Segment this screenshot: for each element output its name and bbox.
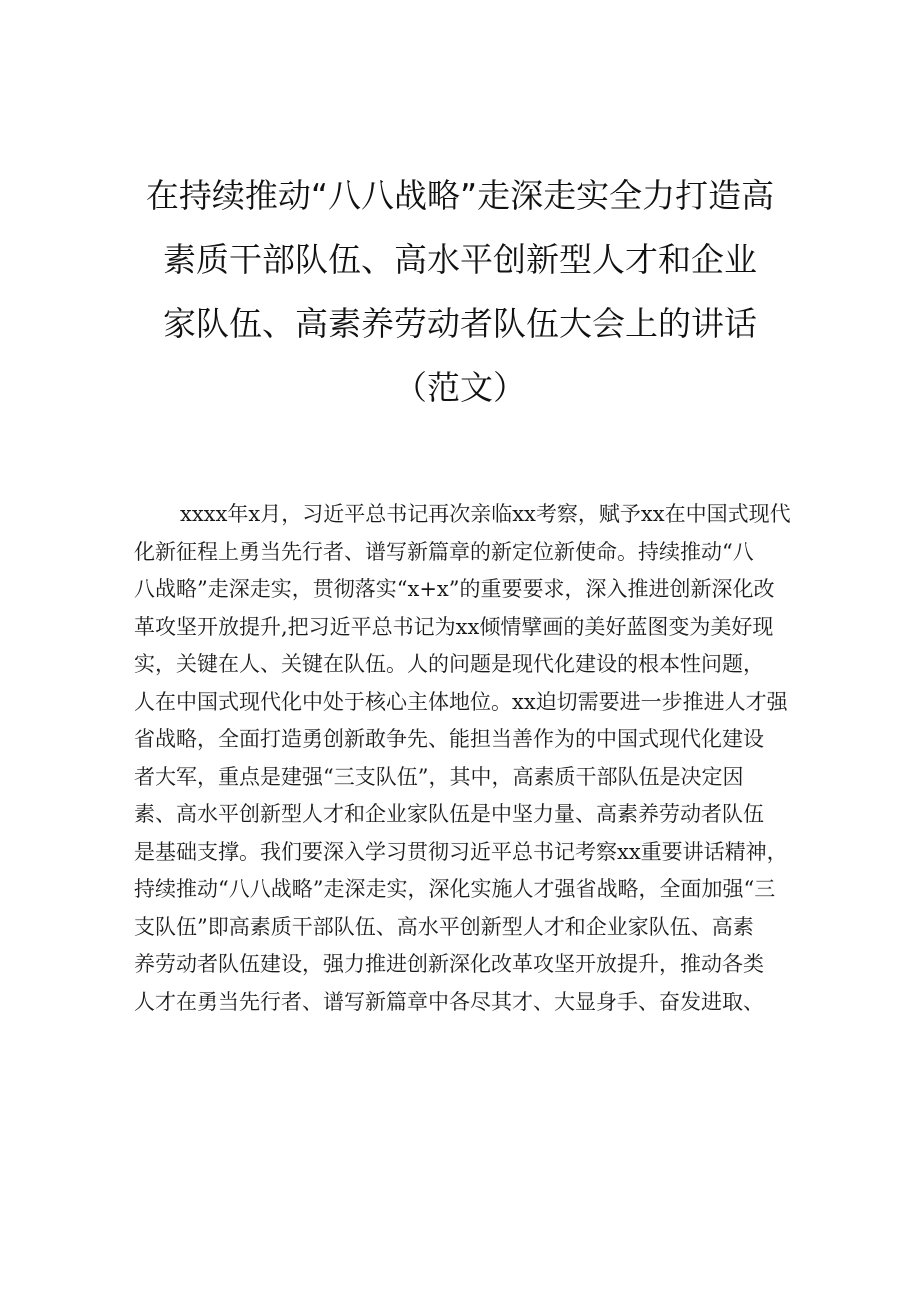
body-line: xxxx年x月，习近平总书记再次亲临xx考察，赋予xx在中国式现代 [180, 502, 791, 526]
title-line: 在持续推动“八八战略”走深走实全力打造高 [145, 176, 775, 215]
body-line: 支队伍”即高素质干部队伍、高水平创新型人才和企业家队伍、高素 [134, 914, 754, 939]
body-line: 者大军，重点是建强“三支队伍”，其中，高素质干部队伍是决定因 [134, 764, 744, 789]
body-line: 实，关键在人、关键在队伍。人的问题是现代化建设的根本性问题， [134, 652, 764, 676]
title-line: 素质干部队伍、高水平创新型人才和企业 [163, 240, 757, 279]
body-line: 养劳动者队伍建设，强力推进创新深化改革攻坚开放提升，推动各类 [134, 952, 764, 976]
document-title [110, 164, 810, 420]
title-line: 家队伍、高素养劳动者队伍大会上的讲话 [163, 304, 757, 343]
body-line: 持续推动“八八战略”走深走实，深化实施人才强省战略，全面加强“三 [134, 877, 776, 901]
body-paragraph [134, 496, 792, 1021]
body-line: 是基础支撑。我们要深入学习贯彻习近平总书记考察xx重要讲话精神， [134, 839, 788, 864]
body-line: 素、高水平创新型人才和企业家队伍是中坚力量、高素养劳动者队伍 [134, 802, 764, 826]
body-line: 革攻坚开放提升,把习近平总书记为xx倾情擘画的美好蓝图变为美好现 [134, 614, 774, 639]
body-line: 八战略”走深走实，贯彻落实“x+x”的重要要求，深入推进创新深化改 [134, 577, 775, 601]
body-line: 省战略，全面打造勇创新敢争先、能担当善作为的中国式现代化建设 [134, 727, 764, 751]
title-line: （范文） [394, 368, 526, 407]
body-line: 人在中国式现代化中处于核心主体地位。xx迫切需要进一步推进人才强 [134, 689, 788, 714]
body-line: 化新征程上勇当先行者、谱写新篇章的新定位新使命。持续推动“八 [134, 539, 754, 564]
body-line: 人才在勇当先行者、谱写新篇章中各尽其才、大显身手、奋发进取、 [134, 989, 764, 1014]
